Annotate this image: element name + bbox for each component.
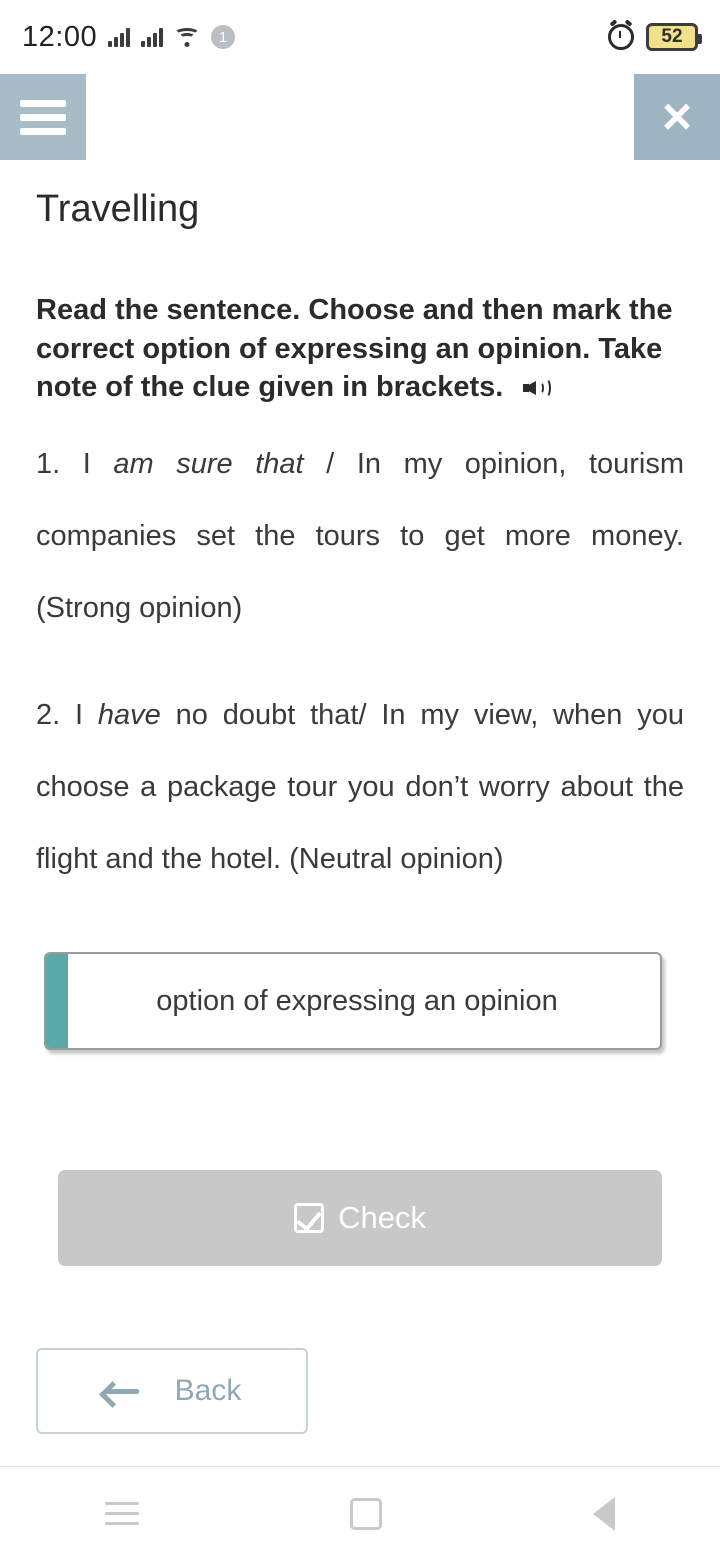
- home-icon[interactable]: [350, 1498, 382, 1530]
- check-button[interactable]: [58, 1170, 662, 1266]
- status-bar: [0, 0, 720, 74]
- status-bar-right: [608, 23, 698, 51]
- status-clock: 12:00: [22, 20, 98, 53]
- question-2-prefix: I: [75, 699, 98, 732]
- answer-input[interactable]: [44, 952, 662, 1050]
- close-button[interactable]: [634, 74, 720, 160]
- question-1-separator: /: [303, 447, 357, 480]
- instruction-text: [36, 291, 684, 407]
- app-bar: [0, 74, 720, 160]
- close-icon: ×: [661, 88, 693, 146]
- question-2: [36, 680, 684, 896]
- recent-apps-icon[interactable]: [105, 1495, 139, 1532]
- checkbox-check-icon: [294, 1203, 324, 1233]
- back-icon[interactable]: [593, 1497, 615, 1531]
- signal-bars-icon: [108, 27, 130, 47]
- alarm-icon: [608, 24, 634, 50]
- status-bar-left: [22, 21, 608, 54]
- back-button[interactable]: [36, 1348, 308, 1434]
- menu-button[interactable]: [0, 74, 86, 160]
- question-1-number: 1.: [36, 447, 61, 480]
- question-2-number: 2.: [36, 699, 61, 732]
- audio-speaker-icon[interactable]: [523, 376, 553, 400]
- check-button-label: Check: [338, 1200, 426, 1236]
- question-1: [36, 429, 684, 645]
- battery-level-label: 52: [661, 26, 683, 47]
- wifi-icon: [174, 27, 200, 47]
- question-2-rest[interactable]: no doubt that/ In my view, when you choose a package tour you don’t worry about the flight and the hotel. (Neutral opinion): [36, 699, 685, 876]
- page-title: Travelling: [36, 188, 200, 230]
- question-1-rest[interactable]: In my opinion, tourism companies set the tours to get more money. (Strong opinion): [36, 447, 685, 624]
- menu-icon: [20, 93, 66, 142]
- question-1-prefix: I: [82, 447, 114, 480]
- back-button-label: Back: [174, 1374, 242, 1408]
- system-nav-bar: [0, 1466, 720, 1560]
- question-1-option[interactable]: am sure that: [113, 447, 304, 480]
- notification-badge: 1: [211, 25, 235, 49]
- arrow-left-icon: [103, 1381, 141, 1401]
- answer-placeholder-label: option of expressing an opinion: [156, 984, 558, 1017]
- answer-accent-stripe: [46, 954, 68, 1048]
- battery-icon: [646, 23, 698, 51]
- instruction-label: Read the sentence. Choose and then mark the correct option of expressing an opinion. Take note of the clue given in brackets.: [36, 294, 673, 404]
- question-2-option[interactable]: have: [97, 699, 161, 732]
- lesson-content: [0, 188, 720, 1434]
- question-2-separator: [161, 699, 176, 731]
- signal-bars-icon-2: [141, 27, 163, 47]
